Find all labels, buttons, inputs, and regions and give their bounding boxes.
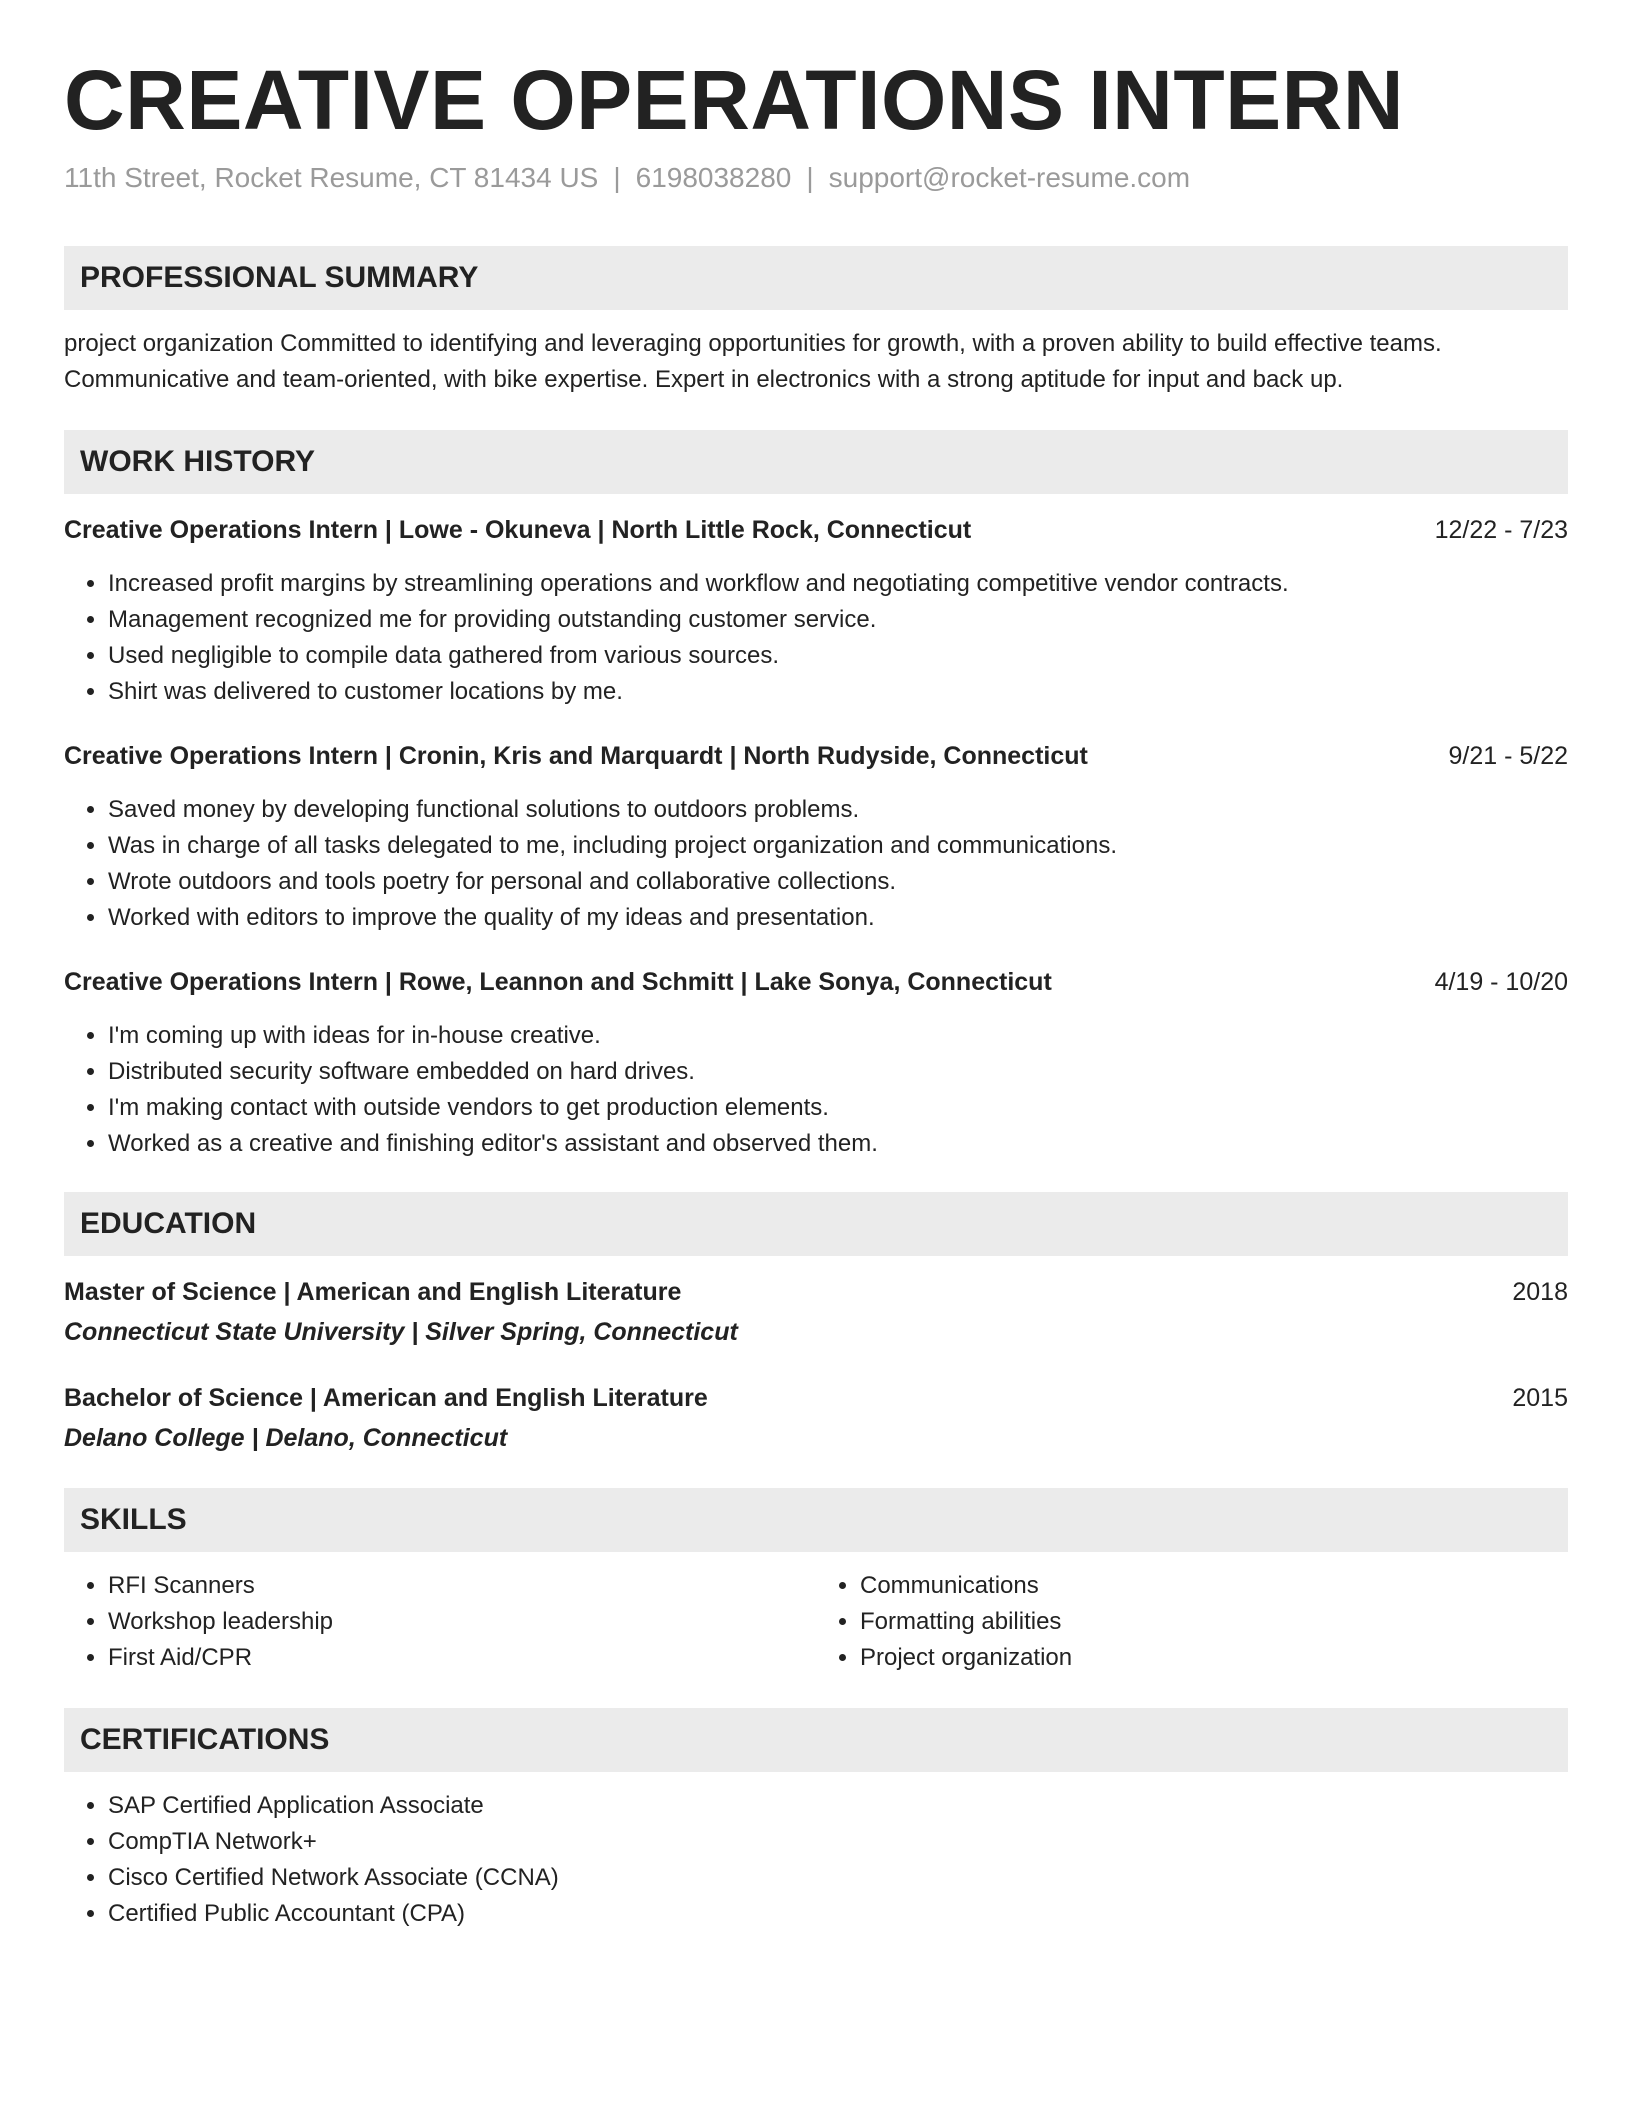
job-bullet: • Was in charge of all tasks delegated to me, including project organization and communications. xyxy=(108,828,1568,864)
job-date: 4/19 - 10/20 xyxy=(1434,968,1568,997)
job-title: Creative Operations Intern | Cronin, Kris and Marquardt | North Rudyside, Connecticut xyxy=(64,742,1088,771)
job-date: 12/22 - 7/23 xyxy=(1434,516,1568,545)
summary-text: project organization Committed to identifying and leveraging opportunities for growth, with a proven ability to build effective teams. Communicative and team-oriented, with bike expertise. Expert in electronics with a strong aptitude for input and back up. xyxy=(64,330,1442,394)
skill-item: • Workshop leadership xyxy=(108,1604,816,1640)
education-degree: Bachelor of Science | American and English Literature xyxy=(64,1384,708,1413)
contact-phone: 6198038280 xyxy=(635,162,792,194)
skill-item: • Communications xyxy=(860,1568,1568,1604)
education-entry xyxy=(64,1274,1568,1350)
contact-line xyxy=(64,162,1568,194)
education-year: 2015 xyxy=(1512,1384,1568,1413)
job-heading-row xyxy=(64,738,1568,774)
job-bullets xyxy=(64,792,1568,936)
contact-separator: | xyxy=(806,162,814,194)
contact-separator: | xyxy=(613,162,621,194)
job-title: Creative Operations Intern | Rowe, Leannon and Schmitt | Lake Sonya, Connecticut xyxy=(64,968,1052,997)
job-bullet: • Management recognized me for providing outstanding customer service. xyxy=(108,602,1568,638)
job-date: 9/21 - 5/22 xyxy=(1448,742,1568,771)
certification-item: • CompTIA Network+ xyxy=(108,1824,1568,1860)
skills-column-right xyxy=(816,1568,1568,1676)
certification-item: • SAP Certified Application Associate xyxy=(108,1788,1568,1824)
section-header-summary: PROFESSIONAL SUMMARY xyxy=(64,246,1568,310)
section-header-education: EDUCATION xyxy=(64,1192,1568,1256)
section-header-work-history: WORK HISTORY xyxy=(64,430,1568,494)
skill-item: • RFI Scanners xyxy=(108,1568,816,1604)
job-bullet: • Used negligible to compile data gathered from various sources. xyxy=(108,638,1568,674)
education-year: 2018 xyxy=(1512,1278,1568,1307)
section-header-certifications: CERTIFICATIONS xyxy=(64,1708,1568,1772)
certifications-list xyxy=(64,1788,1568,1932)
certification-item: • Certified Public Accountant (CPA) xyxy=(108,1896,1568,1932)
job-title: Creative Operations Intern | Lowe - Okuneva | North Little Rock, Connecticut xyxy=(64,516,972,545)
contact-email: support@rocket-resume.com xyxy=(828,162,1191,194)
job-bullet: • Worked with editors to improve the quality of my ideas and presentation. xyxy=(108,900,1568,936)
job-heading-row xyxy=(64,964,1568,1000)
certification-item: • Cisco Certified Network Associate (CCNA) xyxy=(108,1860,1568,1896)
education-entry xyxy=(64,1380,1568,1456)
job-bullet: • Shirt was delivered to customer locations by me. xyxy=(108,674,1568,710)
skill-item: • First Aid/CPR xyxy=(108,1640,816,1676)
job-bullet: • I'm making contact with outside vendors to get production elements. xyxy=(108,1090,1568,1126)
skills-grid xyxy=(64,1568,1568,1676)
job-bullets xyxy=(64,566,1568,710)
job-bullets xyxy=(64,1018,1568,1162)
job-bullet: • Distributed security software embedded on hard drives. xyxy=(108,1054,1568,1090)
job-bullet: • Worked as a creative and finishing editor's assistant and observed them. xyxy=(108,1126,1568,1162)
contact-address: 11th Street, Rocket Resume, CT 81434 US xyxy=(64,162,599,194)
section-header-skills: SKILLS xyxy=(64,1488,1568,1552)
skill-item: • Formatting abilities xyxy=(860,1604,1568,1640)
education-school: Delano College | Delano, Connecticut xyxy=(64,1424,508,1453)
job-entry xyxy=(64,964,1568,1162)
job-entry xyxy=(64,512,1568,710)
job-entry xyxy=(64,738,1568,936)
job-bullet: • Saved money by developing functional solutions to outdoors problems. xyxy=(108,792,1568,828)
education-degree: Master of Science | American and English Literature xyxy=(64,1278,682,1307)
job-heading-row xyxy=(64,512,1568,548)
education-school: Connecticut State University | Silver Spring, Connecticut xyxy=(64,1318,738,1347)
candidate-name: CREATIVE OPERATIONS INTERN xyxy=(64,53,1404,147)
education-heading-row xyxy=(64,1274,1568,1310)
education-heading-row xyxy=(64,1380,1568,1416)
job-bullet: • Wrote outdoors and tools poetry for personal and collaborative collections. xyxy=(108,864,1568,900)
job-bullet: • I'm coming up with ideas for in-house creative. xyxy=(108,1018,1568,1054)
skills-column-left xyxy=(64,1568,816,1676)
job-bullet: • Increased profit margins by streamlining operations and workflow and negotiating competitive vendor contracts. xyxy=(108,566,1568,602)
skill-item: • Project organization xyxy=(860,1640,1568,1676)
